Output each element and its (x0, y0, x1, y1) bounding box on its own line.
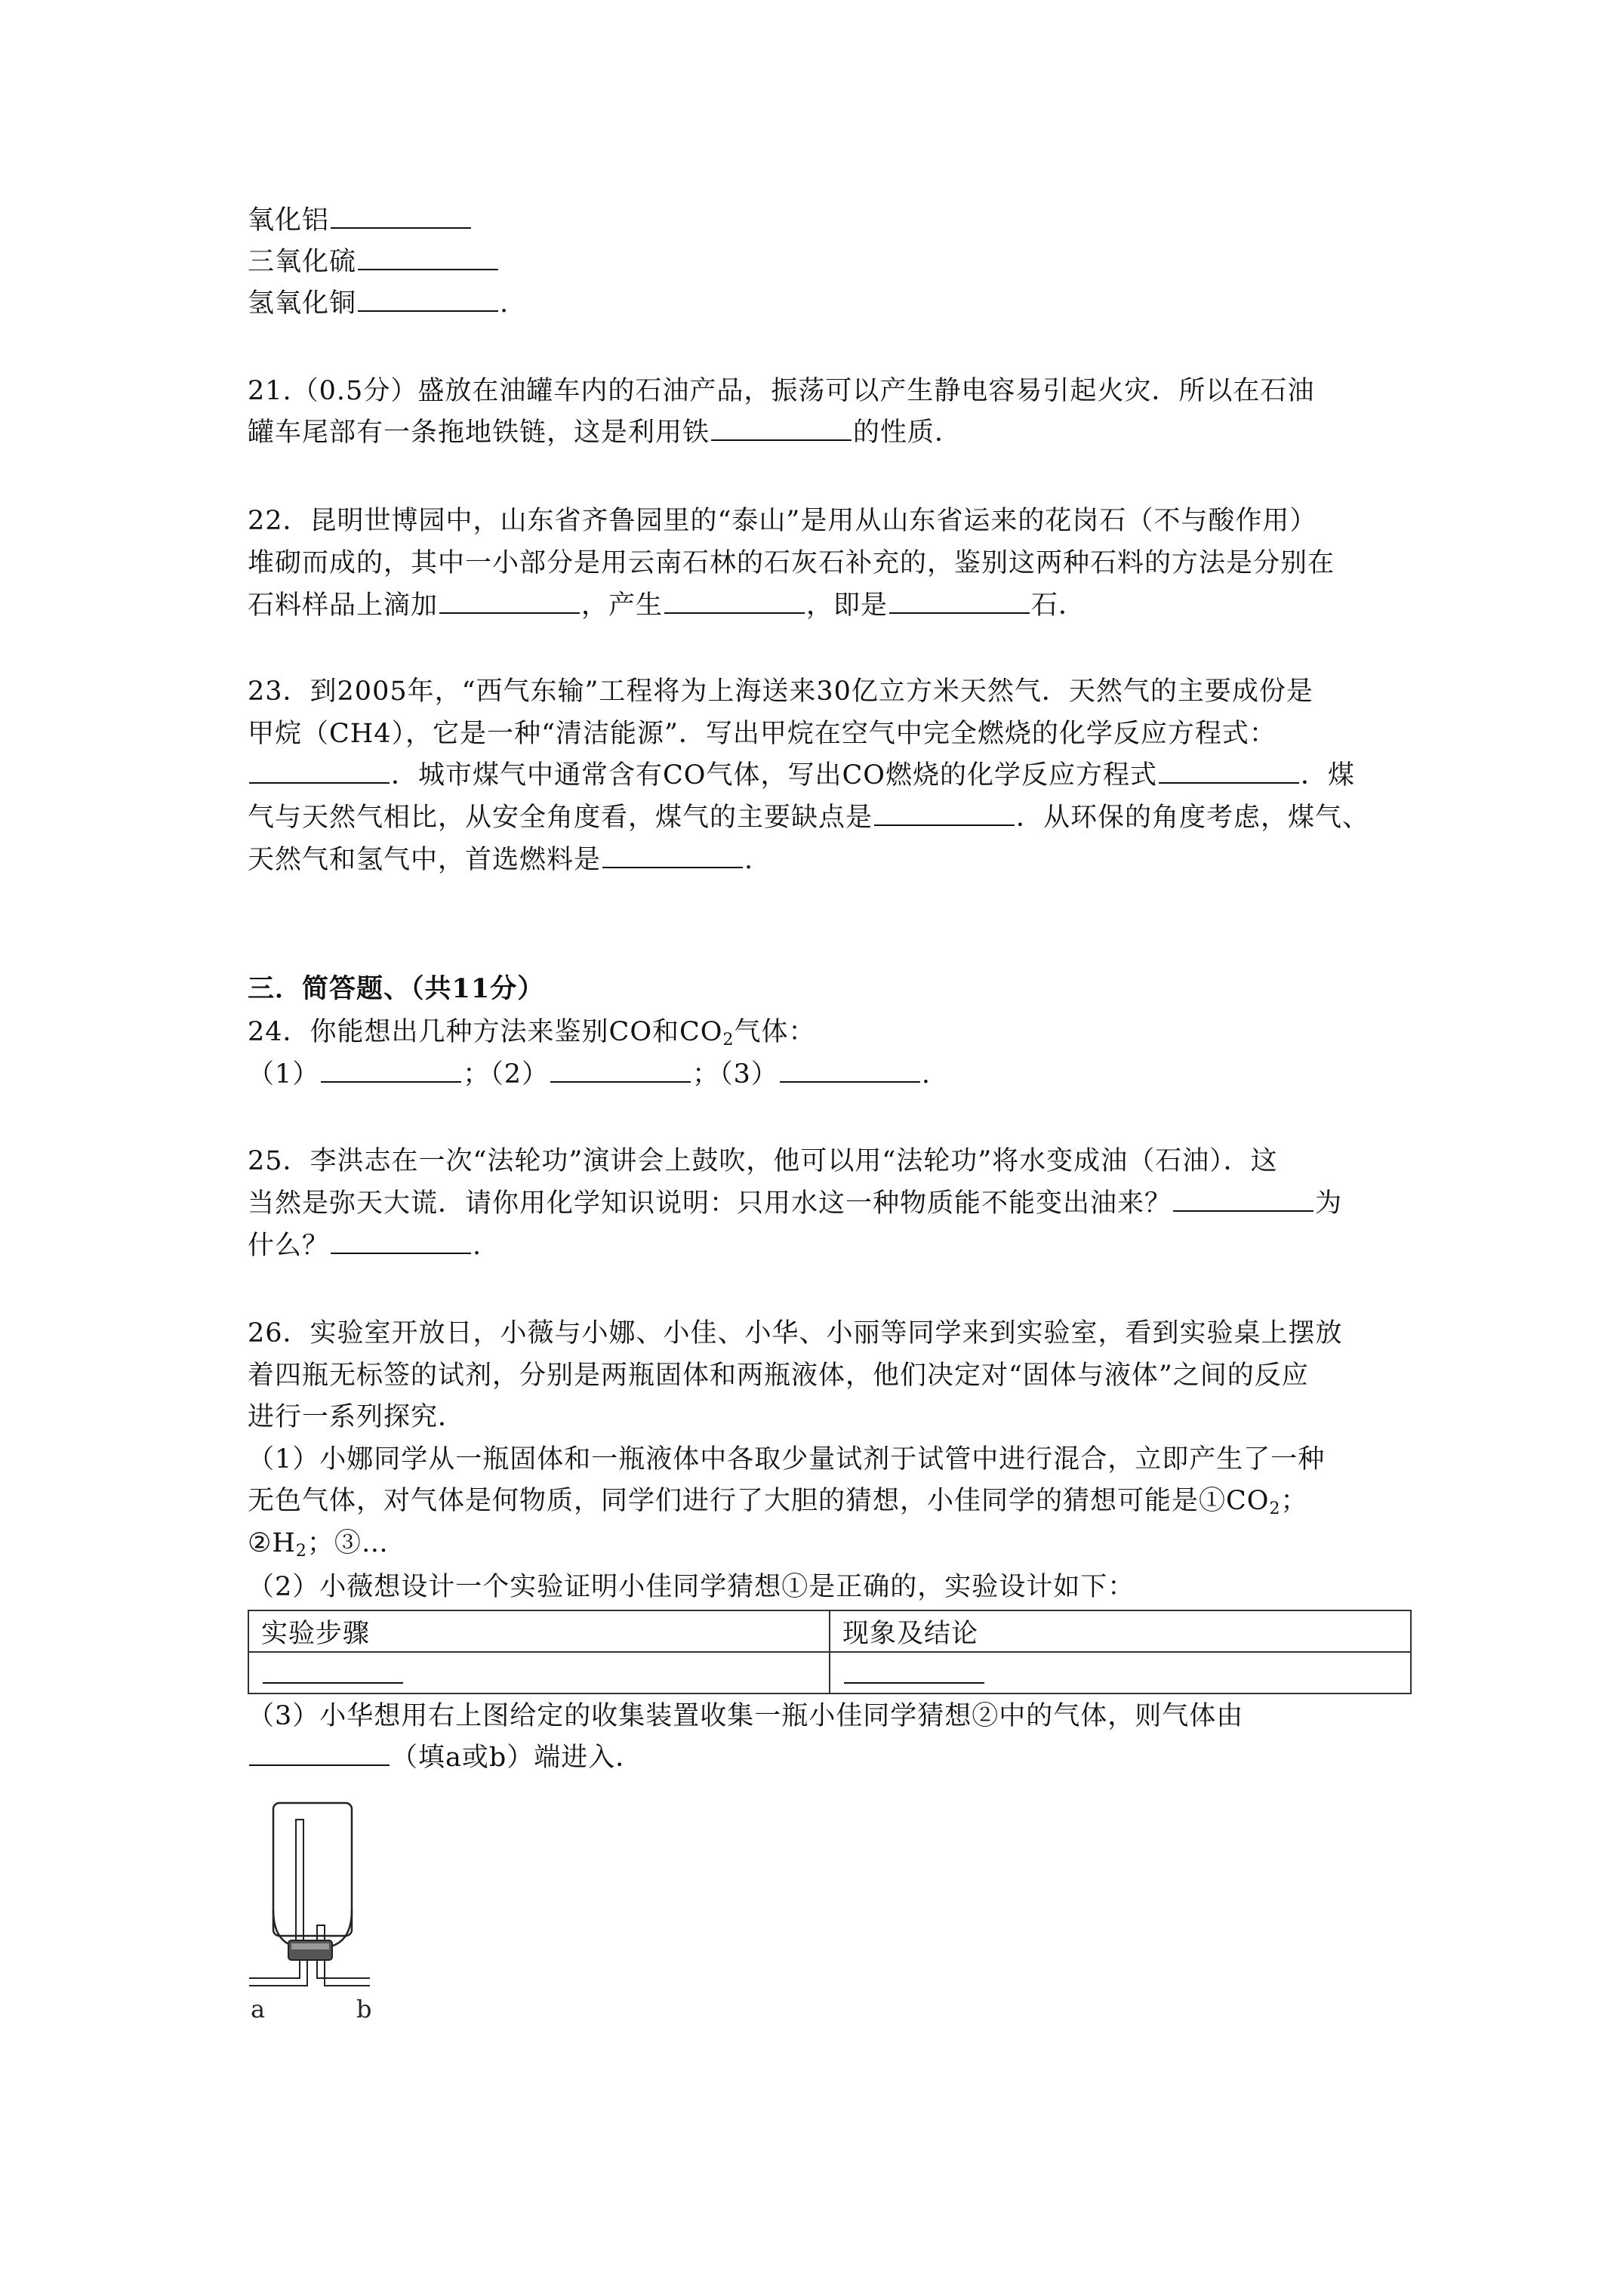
answer-blank[interactable] (249, 755, 390, 784)
table-cell (830, 1652, 1411, 1693)
answer-blank[interactable] (358, 283, 498, 312)
answer-blank[interactable] (1173, 1183, 1313, 1212)
q24-line1: 24．你能想出几种方法来鉴别CO和$CO_2$气体： (248, 1017, 816, 1049)
q22-line3: 石料样品上滴加 ，产生 ，即是 石． (248, 583, 1086, 628)
q26-p3-line2: （填a或b）端进入． (248, 1735, 642, 1780)
table-header: 现象及结论 (830, 1610, 1411, 1652)
answer-blank[interactable] (550, 1054, 691, 1083)
q21-line2: 罐车尾部有一条拖地铁链，这是利用铁 的性质． (248, 410, 962, 455)
q26-line2: 着四瓶无标签的试剂，分别是两瓶固体和两瓶液体，他们决定对“固体与液体”之间的反应 (248, 1361, 1309, 1391)
answer-blank[interactable] (602, 840, 743, 868)
section-title: 三．简答题、（共11分） (248, 973, 545, 1004)
q26-p2-line1: （2）小薇想设计一个实验证明小佳同学猜想①是正确的，实验设计如下： (248, 1572, 1135, 1602)
answer-blank[interactable] (874, 797, 1015, 826)
answer-blank[interactable] (321, 1054, 461, 1083)
answer-blank[interactable] (711, 412, 852, 441)
q26-p1-line2: 无色气体，对气体是何物质，同学们进行了大胆的猜想，小佳同学的猜想可能是$①CO_2$； (248, 1486, 1308, 1518)
q25-line2: 当然是弥天大谎．请你用化学知识说明：只用水这一种物质能不能变出油来？ 为 (248, 1181, 1342, 1226)
q26-p1-line3: $②H_2$；③… (248, 1528, 389, 1561)
item-aluminum-oxide: 氧化铝 (248, 198, 473, 243)
item-sulfur-trioxide: 三氧化硫 (248, 239, 500, 285)
q23-line5: 天然气和氢气中，首选燃料是 . (248, 837, 753, 883)
table-cell (248, 1652, 830, 1693)
q23-line3: ．城市煤气中通常含有CO气体，写出CO燃烧的化学反应方程式 ．煤 (248, 753, 1355, 798)
label-a: a (251, 1995, 266, 2023)
answer-blank[interactable] (358, 242, 498, 270)
experiment-table (248, 1610, 1412, 1694)
q22-line2: 堆砌而成的，其中一小部分是用云南石林的石灰石补充的，鉴别这两种石料的方法是分别在 (248, 548, 1335, 578)
q26-p1-line1: （1）小娜同学从一瓶固体和一瓶液体中各取少量试剂于试管中进行混合，立即产生了一种 (248, 1444, 1326, 1475)
q25-line1: 25．李洪志在一次“法轮功”演讲会上鼓吹，他可以用“法轮功”将水变成油（石油）．这 (248, 1146, 1278, 1176)
answer-blank[interactable] (780, 1054, 920, 1083)
answer-blank[interactable] (1159, 755, 1299, 784)
answer-blank[interactable] (249, 1737, 390, 1766)
q23-line4: 气与天然气相比，从安全角度看，煤气的主要缺点是 ．从环保的角度考虑，煤气、 (248, 795, 1369, 840)
answer-blank[interactable] (844, 1655, 984, 1684)
q26-line3: 进行一系列探究． (248, 1402, 466, 1432)
gas-collection-bottle-figure (242, 1797, 393, 2031)
q23-line1: 23．到2005年，“西气东输”工程将为上海送来30亿立方米天然气．天然气的主要成份是 (248, 676, 1313, 707)
answer-blank[interactable] (331, 200, 471, 229)
q23-line2: 甲烷（CH4），它是一种“清洁能源”．写出甲烷在空气中完全燃烧的化学反应方程式： (248, 719, 1277, 749)
table-header: 实验步骤 (248, 1610, 830, 1652)
q26-line1: 26．实验室开放日，小薇与小娜、小佳、小华、小丽等同学来到实验室，看到实验桌上摆放 (248, 1318, 1343, 1348)
answer-blank[interactable] (331, 1225, 471, 1254)
answer-blank[interactable] (889, 585, 1030, 614)
answer-blank[interactable] (664, 585, 805, 614)
answer-blank[interactable] (439, 585, 580, 614)
q22-line1: 22．昆明世博园中，山东省齐鲁园里的“泰山”是用从山东省运来的花岗石（不与酸作用） (248, 506, 1317, 536)
table-row (248, 1652, 1411, 1693)
answer-blank[interactable] (263, 1655, 403, 1684)
q26-p3-line1: （3）小华想用右上图给定的收集装置收集一瓶小佳同学猜想②中的气体，则气体由 (248, 1701, 1244, 1731)
q24-line2: （1） ；（2） ；（3） . (248, 1052, 931, 1097)
label-b: b (356, 1995, 372, 2023)
item-copper-hydroxide: 氢氧化铜 . (248, 281, 509, 326)
q25-line3: 什么？ . (248, 1223, 482, 1268)
q21-line1: 21.（0.5分）盛放在油罐车内的石油产品，振荡可以产生静电容易引起火灾．所以在石油 (248, 376, 1315, 406)
table-header-row (248, 1610, 1411, 1652)
